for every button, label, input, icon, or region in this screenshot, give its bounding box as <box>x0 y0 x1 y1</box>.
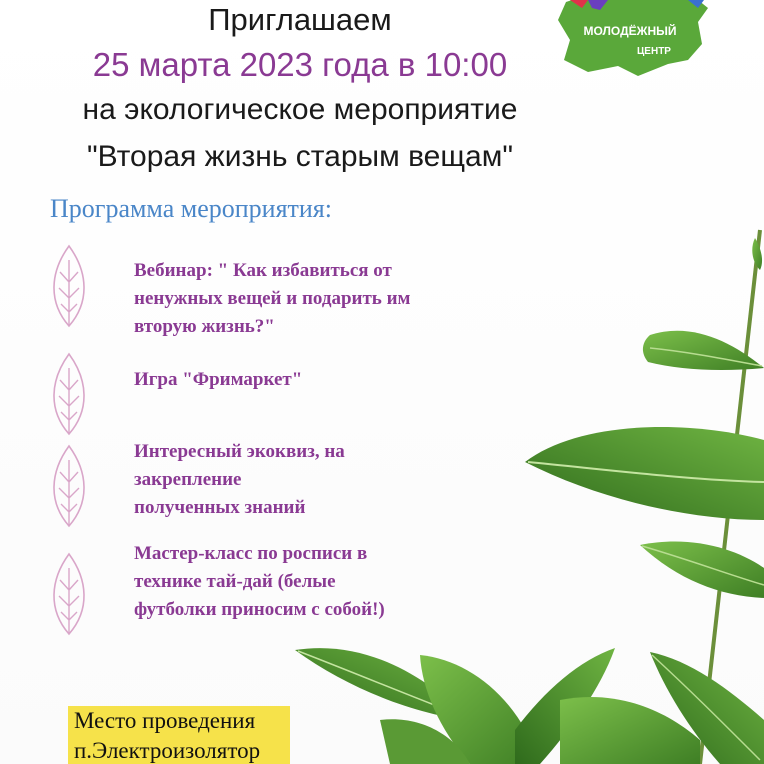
program-item-quiz <box>134 438 345 522</box>
leaf-outline-icon <box>48 242 90 330</box>
event-date: 25 марта 2023 года в 10:00 <box>92 46 508 83</box>
program-heading: Программа мероприятия: <box>50 194 332 223</box>
program-item-line: Игра "Фримаркет" <box>134 369 303 390</box>
program-item-line: Мастер-класс по росписи в <box>134 543 368 564</box>
program-item-line: вторую жизнь?" <box>134 316 275 337</box>
program-item-line: Вебинар: " Как избавиться от <box>134 260 392 281</box>
program-item-line: футболки приносим с собой!) <box>134 599 385 620</box>
program-item-line: технике тай-дай (белые <box>134 571 336 592</box>
invite-heading: Приглашаем <box>208 2 392 37</box>
program-item-line: Интересный экоквиз, на <box>134 441 345 462</box>
program-item-line: ненужных вещей и подарить им <box>134 288 411 309</box>
leaf-outline-icon <box>48 442 90 530</box>
venue-label: Место проведения <box>74 708 256 733</box>
program-item-game <box>134 366 302 394</box>
venue-box <box>68 706 290 764</box>
logo-line2: ЦЕНТР <box>637 46 671 57</box>
logo-line1: МОЛОДЁЖНЫЙ <box>583 24 677 38</box>
event-kind: на экологическое мероприятие <box>82 93 518 126</box>
program-item-line: полученных знаний <box>134 497 306 518</box>
event-title: "Вторая жизнь старым вещам" <box>86 140 514 173</box>
program-item-line: закрепление <box>134 469 242 490</box>
leaf-outline-icon <box>48 350 90 438</box>
venue-place: п.Электроизолятор <box>74 738 261 763</box>
leaf-outline-icon <box>48 550 90 638</box>
program-item-webinar <box>134 257 411 341</box>
program-item-masterclass <box>134 540 385 624</box>
